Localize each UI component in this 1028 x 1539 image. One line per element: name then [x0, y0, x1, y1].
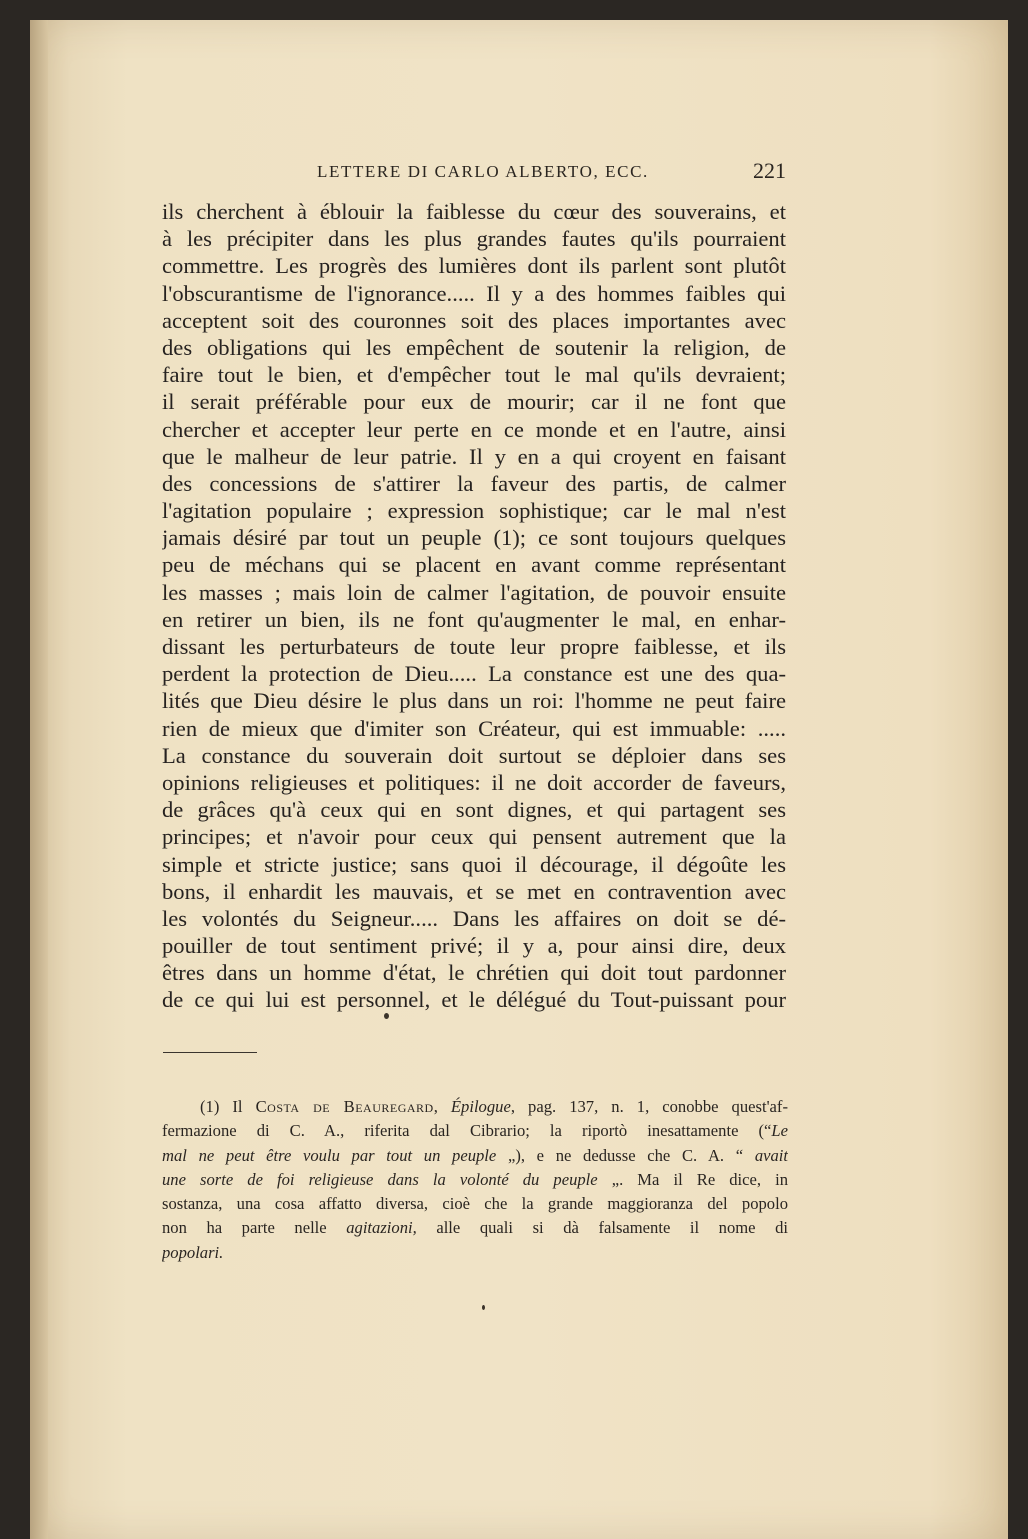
body-line: que le malheur de leur patrie. Il y en a qui croyent en faisant — [162, 443, 786, 469]
body-line: ils cherchent à éblouir la faiblesse du cœur des souverains, et — [162, 199, 786, 224]
footnote-line: sostanza, una cosa affatto diversa, cioè che la grande maggioranza del popolo — [162, 1194, 788, 1214]
running-title: LETTERE DI CARLO ALBERTO, ECC. — [317, 162, 649, 181]
footnote-line: (1) Il Costa de Beauregard, Épilogue, pag. 137, n. 1, conobbe quest'af- — [200, 1097, 788, 1116]
body-line: jamais désiré par tout un peuple (1); ce sont toujours quelques — [162, 525, 786, 551]
body-line: commettre. Les progrès des lumières dont ils parlent sont plutôt — [162, 253, 786, 279]
body-line: pouiller de tout sentiment privé; il y a, pour ainsi dire, deux — [162, 933, 786, 959]
body-line: les volontés du Seigneur..... Dans les affaires on doit se dé- — [162, 905, 786, 931]
body-line: lités que Dieu désire le plus dans un roi: l'homme ne peut faire — [162, 688, 786, 714]
footnote — [162, 1095, 788, 1265]
body-line: des obligations qui les empêchent de soutenir la religion, de — [162, 334, 786, 360]
body-line: l'agitation populaire ; expression sophistique; car le mal n'est — [162, 498, 786, 524]
footnote-line: popolari. — [162, 1242, 224, 1262]
body-line: des concessions de s'attirer la faveur des partis, de calmer — [162, 470, 786, 496]
page-gutter — [30, 20, 48, 1539]
footnote-line: non ha parte nelle agitazioni, alle quali si dà falsamente il nome di — [162, 1218, 788, 1238]
footnote-line: une sorte de foi religieuse dans la volonté du peuple „. Ma il Re dice, in — [162, 1169, 788, 1189]
body-line: simple et stricte justice; sans quoi il décourage, il dégoûte les — [162, 851, 786, 877]
body-line: à les précipiter dans les plus grandes fautes qu'ils pourraient — [162, 226, 786, 252]
body-text — [162, 198, 786, 1014]
footnote-line: fermazione di C. A., riferita dal Cibrario; la riportò inesattamente (“Le — [162, 1121, 788, 1141]
ink-speck — [482, 1305, 485, 1310]
page-header — [162, 158, 786, 188]
body-line: perdent la protection de Dieu..... La constance est une des qua- — [162, 661, 786, 687]
body-line: dissant les perturbateurs de toute leur propre faiblesse, et ils — [162, 634, 786, 659]
ink-speck — [384, 1013, 389, 1019]
body-line: La constance du souverain doit surtout se déploier dans ses — [162, 742, 786, 768]
page-number: 221 — [753, 158, 786, 183]
body-line: êtres dans un homme d'état, le chrétien qui doit tout pardonner — [162, 960, 786, 986]
body-line: principes; et n'avoir pour ceux qui pensent autrement que la — [162, 824, 786, 850]
body-line: acceptent soit des couronnes soit des places importantes avec — [162, 307, 786, 333]
body-line: faire tout le bien, et d'empêcher tout le mal qu'ils devraient; — [162, 362, 786, 388]
body-line: en retirer un bien, ils ne font qu'augmenter le mal, en enhar- — [162, 606, 786, 632]
body-line: rien de mieux que d'imiter son Créateur, qui est immuable: ..... — [162, 715, 786, 741]
body-line: l'obscurantisme de l'ignorance..... Il y a des hommes faibles qui — [162, 280, 786, 306]
footnote-work-title: Épilogue — [450, 1097, 511, 1116]
body-line: les masses ; mais loin de calmer l'agitation, de pouvoir ensuite — [162, 579, 786, 605]
body-line: chercher et accepter leur perte en ce monde et en l'autre, ainsi — [162, 416, 786, 442]
body-line: de ce qui lui est personnel, et le délégué du Tout-puissant pour — [162, 987, 786, 1013]
body-line: de grâces qu'à ceux qui en sont dignes, et qui partagent ses — [162, 797, 786, 823]
body-line: il serait préférable pour eux de mourir; car il ne font que — [162, 389, 786, 415]
body-line: peu de méchans qui se placent en avant comme représentant — [162, 552, 786, 578]
body-line: bons, il enhardit les mauvais, et se met en contravention avec — [162, 878, 786, 904]
footnote-author: Costa de Beauregard — [255, 1097, 434, 1116]
footnote-separator — [163, 1052, 257, 1053]
footnote-line: mal ne peut être voulu par tout un peuple „), e ne dedusse che C. A. “ avait — [162, 1145, 788, 1165]
body-line: opinions religieuses et politiques: il ne doit accorder de faveurs, — [162, 769, 786, 795]
